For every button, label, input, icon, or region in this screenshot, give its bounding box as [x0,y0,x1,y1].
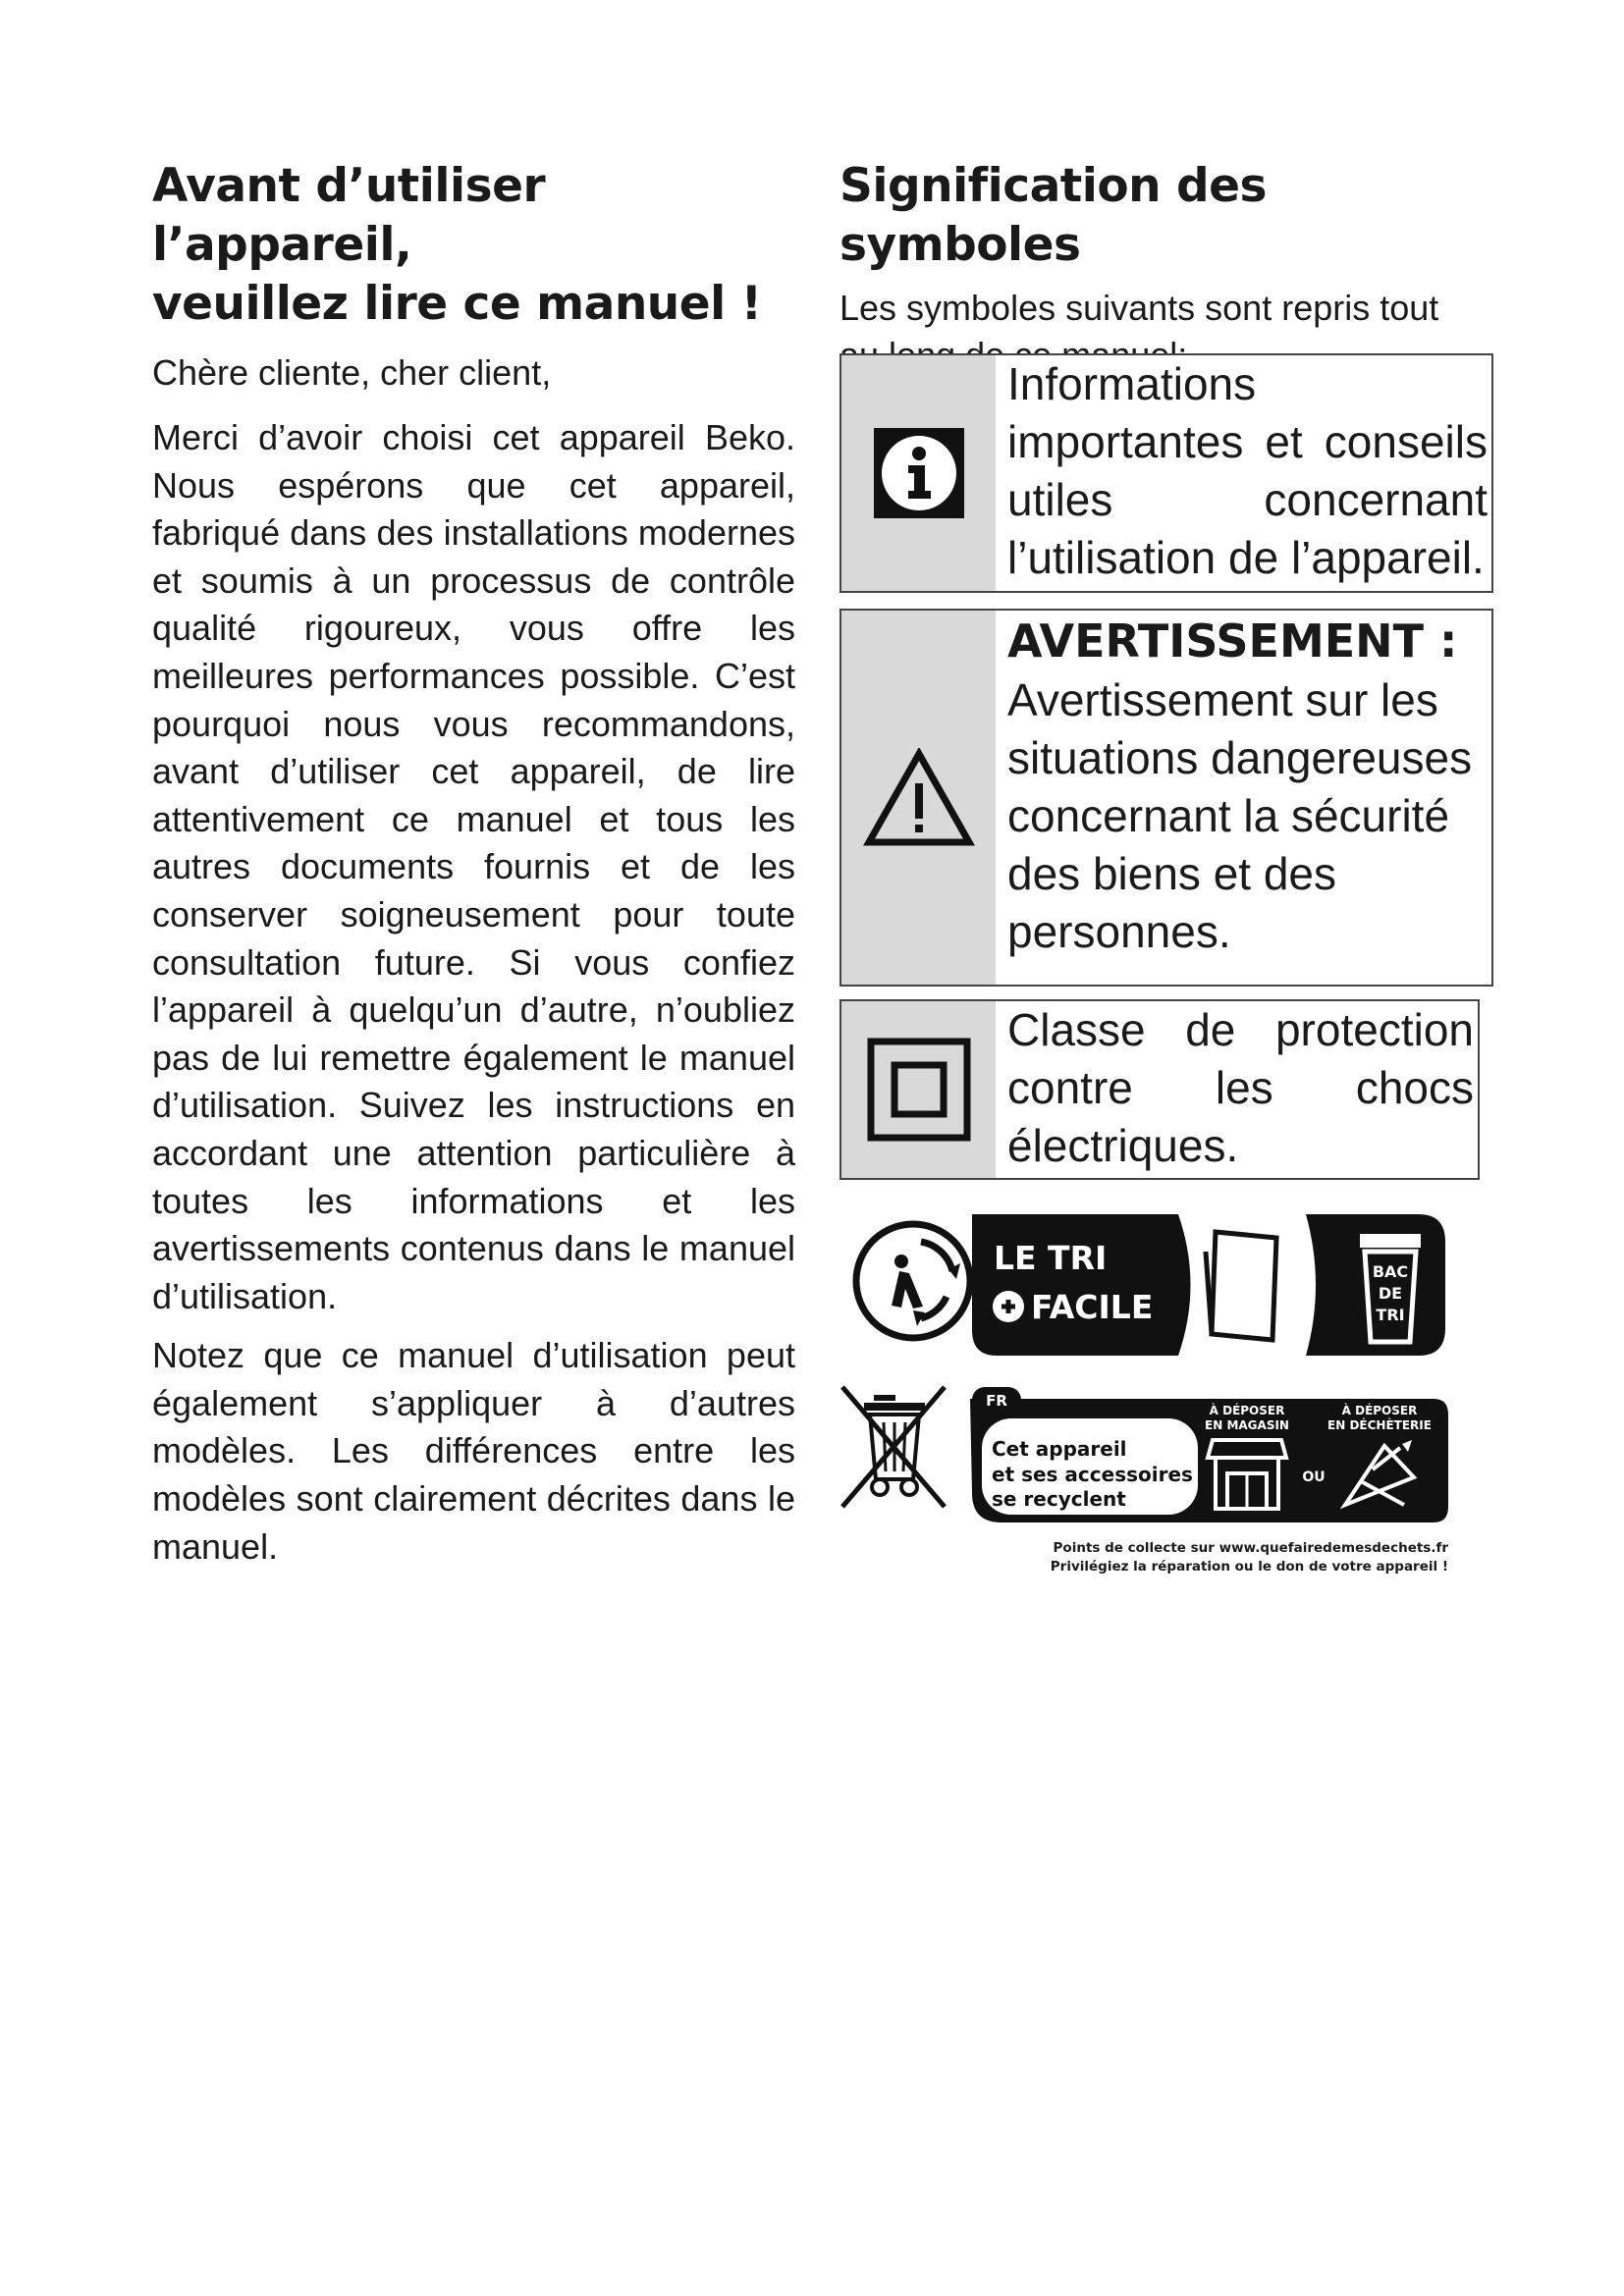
triman-tri-facile-logo [844,1212,1453,1364]
symbol-info-row [839,353,1493,593]
intro-paragraph: Merci d’avoir choisi cet appareil Beko. Nous espérons que cet appareil, fabriqué dans des installations modernes et soumis à un processus de contrôle qualité rigoureux, vous offre les meilleures performances possible. C’est pourquoi nous vous recommandons, avant d’utiliser cet appareil, de lire attentivement ce manuel et tous les autres documents fournis et de les conserver soigneusement pour toute consultation future. Si vous confiez l’appareil à quelqu’un d’autre, n’oubliez pas de lui remettre également le manuel d’utilisation. Suivez les instructions en accordant une attention particulière à toutes les informations et les avertissements contenus dans le manuel d’utilisation. [152,417,795,1316]
warning-text-cell [996,611,1491,985]
svg-text:et ses accessoires: et ses accessoires [992,1463,1193,1486]
title-line-1: Avant d’utiliser l’appareil, [152,159,546,272]
symbol-icon-cell [841,1001,996,1178]
facile-label: FACILE [1031,1288,1154,1326]
repair-donation-line: Privilégiez la réparation ou le don de votre appareil ! [1050,1559,1448,1575]
symbols-column [839,157,1488,379]
protection-class-description: Classe de protection contre les chocs électriques. [1007,1004,1474,1171]
intro-column [152,157,795,1571]
svg-text:À DÉPOSER: À DÉPOSER [1341,1404,1418,1417]
or-label: OU [1302,1469,1326,1485]
collection-points-line: Points de collecte sur www.quefairedemesdechets.fr [1053,1540,1448,1556]
svg-text:BAC: BAC [1372,1262,1409,1281]
svg-text:Cet appareil: Cet appareil [992,1437,1127,1461]
svg-text:DE: DE [1378,1284,1403,1303]
info-description: Informations importantes et conseils utiles concernant l’utilisation de l’appareil. [1007,358,1488,583]
le-tri-label: LE TRI [994,1239,1108,1277]
symbol-icon-cell [841,355,996,591]
crossed-out-bin-icon [842,1387,945,1507]
country-badge: FR [986,1392,1007,1410]
triman-icon [856,1224,970,1338]
weee-recycling-logo [835,1379,1453,1536]
double-insulation-icon [867,1038,971,1142]
symbol-protection-class-row [839,999,1480,1180]
title-line-2: veuillez lire ce manuel ! [152,277,762,331]
info-icon [874,428,964,518]
symbols-title: Signification des symboles [839,159,1267,272]
svg-text:TRI: TRI [1376,1306,1405,1324]
paper-icon [1206,1232,1276,1340]
symbol-warning-row [839,609,1493,987]
warning-description: Avertissement sur les situations dangereuses concernant la sécurité des biens et des personnes. [1007,674,1473,957]
symbol-icon-cell [841,611,996,985]
models-note-paragraph: Notez que ce manuel d’utilisation peut également s’appliquer à d’autres modèles. Les différences entre les modèles sont clairement décrites dans le manuel. [152,1335,795,1567]
greeting: Chère cliente, cher client, [152,352,552,393]
svg-text:EN DÉCHÈTERIE: EN DÉCHÈTERIE [1327,1418,1432,1432]
symbols-intro: Les symboles suivants sont repris tout [839,288,1439,328]
warning-title: AVERTISSEMENT : [1007,614,1458,667]
weee-footer [943,1539,1448,1576]
svg-text:À DÉPOSER: À DÉPOSER [1209,1404,1285,1417]
page-title [152,157,795,334]
warning-triangle-icon [863,748,975,848]
svg-text:se recyclent: se recyclent [992,1487,1126,1511]
svg-text:EN MAGASIN: EN MAGASIN [1205,1418,1289,1432]
